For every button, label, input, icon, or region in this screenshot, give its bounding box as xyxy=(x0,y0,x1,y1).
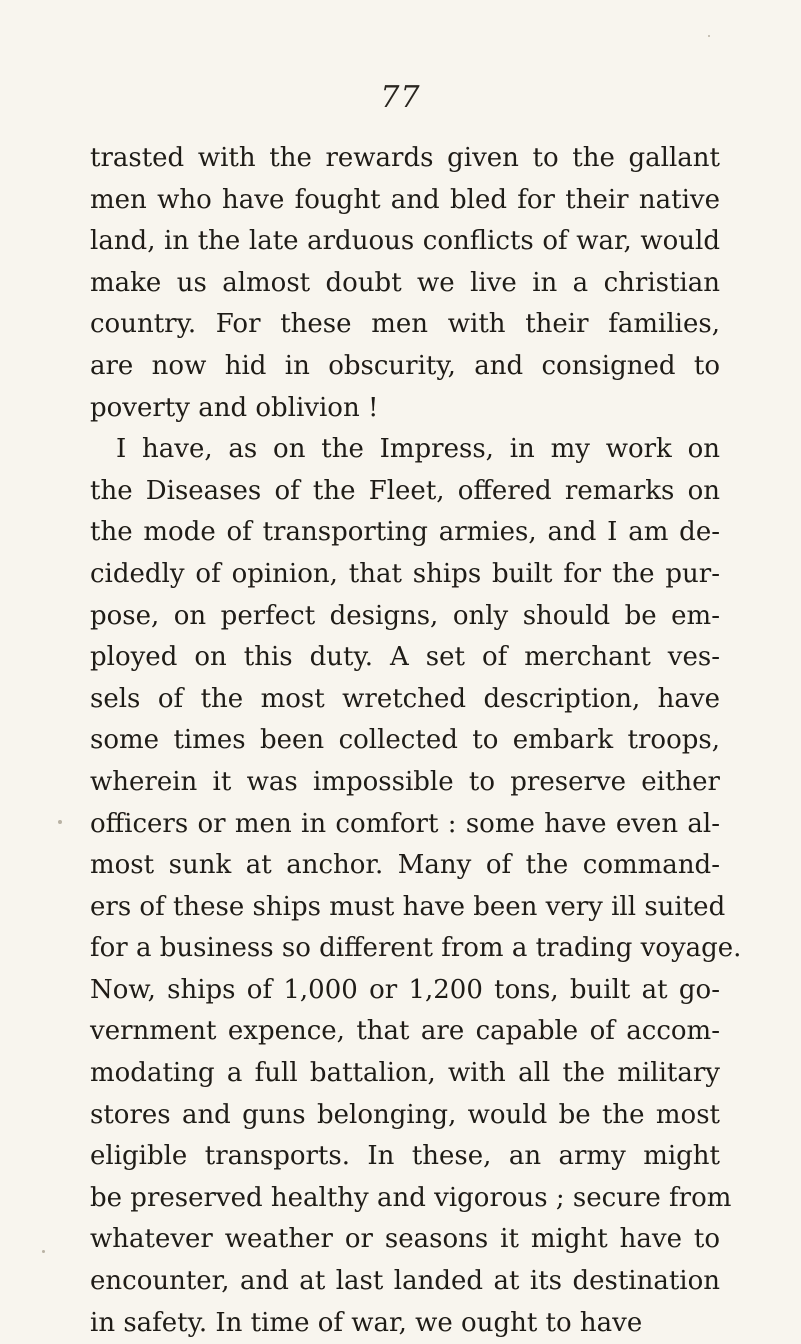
text-line: cidedly of opinion, that ships built for the pur- xyxy=(90,558,720,589)
text-line: make us almost doubt we live in a christian xyxy=(90,267,720,298)
text-line: be preserved healthy and vigorous ; secure from xyxy=(90,1182,732,1213)
text-line: vernment expence, that are capable of accom- xyxy=(90,1016,720,1047)
paper-speck xyxy=(58,820,62,824)
text-line: pose, on perfect designs, only should be em- xyxy=(90,600,720,631)
text-line: encounter, and at last landed at its destination xyxy=(90,1266,720,1297)
text-line: whatever weather or seasons it might have to xyxy=(90,1224,720,1255)
text-line: sels of the most wretched description, have xyxy=(90,683,720,714)
page-number: 77 xyxy=(380,80,421,115)
text-line: some times been collected to embark troops, xyxy=(90,725,720,756)
text-line: most sunk at anchor. Many of the command- xyxy=(90,850,720,881)
paper-speck xyxy=(42,1250,45,1253)
text-line: ployed on this duty. A set of merchant ves- xyxy=(90,642,720,673)
text-line: are now hid in obscurity, and consigned to xyxy=(90,350,720,381)
text-line: trasted with the rewards given to the gallant xyxy=(90,143,720,173)
text-line: stores and guns belonging, would be the most xyxy=(90,1099,720,1130)
text-line-paragraph-end: poverty and oblivion ! xyxy=(90,392,379,423)
text-line: country. For these men with their families, xyxy=(90,309,720,340)
text-line: men who have fought and bled for their native xyxy=(90,184,720,215)
text-line: for a business so different from a trading voyage. xyxy=(90,933,742,964)
text-line: eligible transports. In these, an army might xyxy=(90,1141,720,1172)
text-line: ers of these ships must have been very ill suited xyxy=(90,891,726,922)
text-line: in safety. In time of war, we ought to have xyxy=(90,1307,643,1338)
paper-speck xyxy=(708,35,710,37)
text-line: the Diseases of the Fleet, offered remarks on xyxy=(90,475,720,506)
text-line: wherein it was impossible to preserve either xyxy=(90,766,720,797)
body-text xyxy=(90,138,742,1344)
text-line: land, in the late arduous conflicts of war, would xyxy=(90,226,720,257)
text-line: the mode of transporting armies, and I am de- xyxy=(90,517,720,548)
text-line: modating a full battalion, with all the military xyxy=(90,1058,720,1089)
text-line-paragraph-start: I have, as on the Impress, in my work on xyxy=(116,434,720,465)
text-line: officers or men in comfort : some have even al- xyxy=(90,808,720,839)
text-line: Now, ships of 1,000 or 1,200 tons, built at go- xyxy=(90,974,720,1005)
